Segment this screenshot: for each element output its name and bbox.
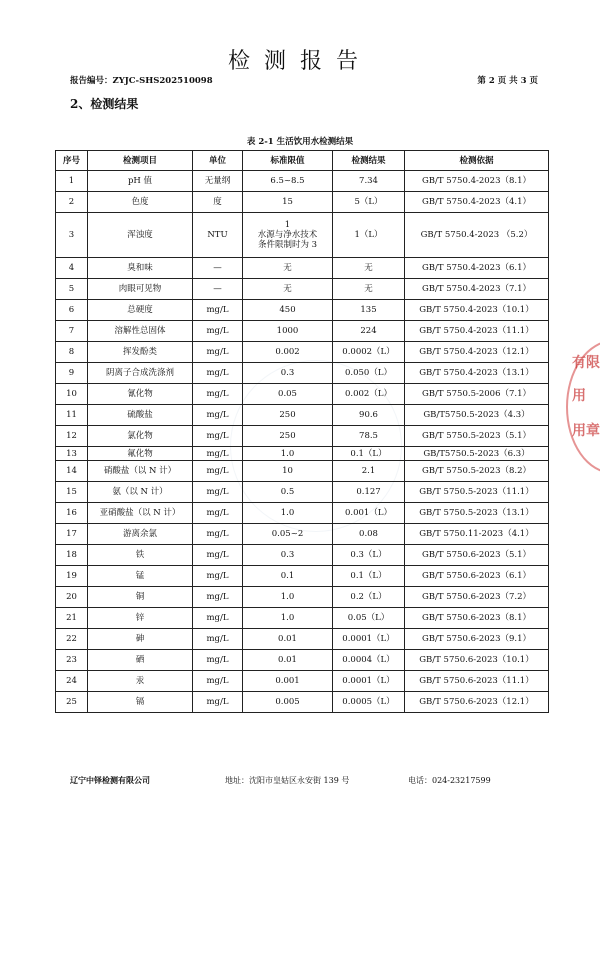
row-number: 11 <box>56 405 88 426</box>
test-method: GB/T 5750.6-2023（7.2） <box>405 587 549 608</box>
test-result: 0.002（L） <box>333 384 405 405</box>
standard-limit: 0.05 <box>243 384 333 405</box>
standard-limit: 0.002 <box>243 342 333 363</box>
test-result: 0.001（L） <box>333 503 405 524</box>
unit: — <box>193 258 243 279</box>
test-result: 1（L） <box>333 213 405 258</box>
row-number: 25 <box>56 692 88 713</box>
page-title: 检测报告 <box>227 49 372 74</box>
test-item: 臭和味 <box>88 258 193 279</box>
column-header: 检测结果 <box>333 151 405 171</box>
test-item: 铁 <box>88 545 193 566</box>
table-row <box>56 566 549 587</box>
standard-limit: 0.01 <box>243 629 333 650</box>
standard-limit: 1.0 <box>243 503 333 524</box>
test-item: 挥发酚类 <box>88 342 193 363</box>
test-method: GB/T 5750.4-2023（8.1） <box>405 171 549 192</box>
test-result: 0.0005（L） <box>333 692 405 713</box>
row-number: 18 <box>56 545 88 566</box>
test-result: 135 <box>333 300 405 321</box>
test-item: 肉眼可见物 <box>88 279 193 300</box>
test-result: 0.05（L） <box>333 608 405 629</box>
standard-limit: 250 <box>243 426 333 447</box>
standard-limit: 1.0 <box>243 587 333 608</box>
test-method: GB/T 5750.4-2023（6.1） <box>405 258 549 279</box>
column-header: 检测依据 <box>405 151 549 171</box>
unit: mg/L <box>193 608 243 629</box>
test-result: 0.3（L） <box>333 545 405 566</box>
unit: mg/L <box>193 321 243 342</box>
row-number: 19 <box>56 566 88 587</box>
standard-limit: 450 <box>243 300 333 321</box>
unit: mg/L <box>193 447 243 461</box>
test-result: 90.6 <box>333 405 405 426</box>
section-title: 2、检测结果 <box>70 97 139 111</box>
standard-limit: 10 <box>243 461 333 482</box>
test-result: 0.127 <box>333 482 405 503</box>
standard-limit: 0.001 <box>243 671 333 692</box>
row-number: 16 <box>56 503 88 524</box>
test-item: 硝酸盐（以 N 计） <box>88 461 193 482</box>
unit: mg/L <box>193 524 243 545</box>
standard-limit: 1.0 <box>243 447 333 461</box>
test-result: 0.08 <box>333 524 405 545</box>
test-item: 镉 <box>88 692 193 713</box>
test-result: 0.1（L） <box>333 566 405 587</box>
unit: mg/L <box>193 566 243 587</box>
test-result: 0.050（L） <box>333 363 405 384</box>
test-item: 砷 <box>88 629 193 650</box>
table-row <box>56 321 549 342</box>
standard-limit <box>243 213 333 258</box>
test-result: 5（L） <box>333 192 405 213</box>
table-row <box>56 587 549 608</box>
test-item: 浑浊度 <box>88 213 193 258</box>
row-number: 5 <box>56 279 88 300</box>
test-result: 无 <box>333 258 405 279</box>
column-header: 标准限值 <box>243 151 333 171</box>
row-number: 20 <box>56 587 88 608</box>
standard-limit: 0.5 <box>243 482 333 503</box>
test-method: GB/T 5750.5-2023（13.1） <box>405 503 549 524</box>
unit: — <box>193 279 243 300</box>
standard-limit: 0.1 <box>243 566 333 587</box>
row-number: 9 <box>56 363 88 384</box>
test-method: GB/T 5750.6-2023（9.1） <box>405 629 549 650</box>
row-number: 8 <box>56 342 88 363</box>
test-method: GB/T 5750.4-2023 （5.2） <box>405 213 549 258</box>
test-result: 78.5 <box>333 426 405 447</box>
unit: mg/L <box>193 461 243 482</box>
table-row <box>56 461 549 482</box>
unit: mg/L <box>193 629 243 650</box>
row-number: 12 <box>56 426 88 447</box>
table-caption: 表 2-1 生活饮用水检测结果 <box>246 137 354 147</box>
test-item: 总硬度 <box>88 300 193 321</box>
table-row <box>56 629 549 650</box>
test-method: GB/T 5750.5-2023（5.1） <box>405 426 549 447</box>
column-header: 检测项目 <box>88 151 193 171</box>
column-header: 序号 <box>56 151 88 171</box>
table-row <box>56 426 549 447</box>
table-row <box>56 692 549 713</box>
test-method: GB/T5750.5-2023（4.3） <box>405 405 549 426</box>
row-number: 6 <box>56 300 88 321</box>
test-method: GB/T 5750.6-2023（10.1） <box>405 650 549 671</box>
test-result: 无 <box>333 279 405 300</box>
standard-limit-line: 条件限制时为 3 <box>257 240 318 250</box>
row-number: 3 <box>56 213 88 258</box>
unit: mg/L <box>193 587 243 608</box>
test-method: GB/T 5750.4-2023（7.1） <box>405 279 549 300</box>
test-item: 硒 <box>88 650 193 671</box>
row-number: 17 <box>56 524 88 545</box>
unit: mg/L <box>193 650 243 671</box>
test-method: GB/T 5750.6-2023（6.1） <box>405 566 549 587</box>
stamp-text: 用 <box>572 388 586 404</box>
row-number: 22 <box>56 629 88 650</box>
standard-limit: 1.0 <box>243 608 333 629</box>
test-item: 亚硝酸盐（以 N 计） <box>88 503 193 524</box>
table-row <box>56 405 549 426</box>
standard-limit: 0.005 <box>243 692 333 713</box>
table-row <box>56 279 549 300</box>
table-row <box>56 671 549 692</box>
table-row <box>56 524 549 545</box>
results-table <box>55 150 549 713</box>
unit: mg/L <box>193 363 243 384</box>
table-header-row <box>56 151 549 171</box>
table-row <box>56 363 549 384</box>
standard-limit: 0.3 <box>243 545 333 566</box>
test-result: 224 <box>333 321 405 342</box>
standard-limit-line: 水源与净水技术 <box>257 230 318 240</box>
test-method: GB/T 5750.5-2023（11.1） <box>405 482 549 503</box>
table-row <box>56 545 549 566</box>
table-row <box>56 192 549 213</box>
row-number: 10 <box>56 384 88 405</box>
unit: mg/L <box>193 482 243 503</box>
test-result: 0.0004（L） <box>333 650 405 671</box>
test-method: GB/T 5750.4-2023（4.1） <box>405 192 549 213</box>
test-method: GB/T 5750.6-2023（5.1） <box>405 545 549 566</box>
standard-limit: 1000 <box>243 321 333 342</box>
table-row <box>56 300 549 321</box>
row-number: 14 <box>56 461 88 482</box>
row-number: 13 <box>56 447 88 461</box>
test-item: 溶解性总固体 <box>88 321 193 342</box>
table-row <box>56 213 549 258</box>
standard-limit-line: 1 <box>284 220 291 230</box>
table-body <box>56 171 549 713</box>
stamp-text: 有限 <box>572 355 600 371</box>
row-number: 2 <box>56 192 88 213</box>
standard-limit: 6.5~8.5 <box>243 171 333 192</box>
test-item: pH 值 <box>88 171 193 192</box>
table-row <box>56 258 549 279</box>
table-row <box>56 447 549 461</box>
footer-company: 辽宁中铎检测有限公司 <box>70 775 150 785</box>
row-number: 24 <box>56 671 88 692</box>
test-method: GB/T 5750.11-2023（4.1） <box>405 524 549 545</box>
report-number: 报告编号：ZYJC-SHS202510098 <box>70 76 213 86</box>
test-item: 氯化物 <box>88 426 193 447</box>
test-item: 锌 <box>88 608 193 629</box>
test-item: 游离余氯 <box>88 524 193 545</box>
test-item: 色度 <box>88 192 193 213</box>
test-result: 0.1（L） <box>333 447 405 461</box>
stamp-text: 用章 <box>572 423 600 439</box>
unit: mg/L <box>193 300 243 321</box>
standard-limit: 无 <box>243 258 333 279</box>
test-item: 阴离子合成洗涤剂 <box>88 363 193 384</box>
footer-address: 地址：沈阳市皇姑区永安街 139 号 <box>225 776 350 785</box>
table-row <box>56 608 549 629</box>
test-item: 氟化物 <box>88 447 193 461</box>
unit: mg/L <box>193 342 243 363</box>
test-method: GB/T 5750.5-2006（7.1） <box>405 384 549 405</box>
column-header: 单位 <box>193 151 243 171</box>
table-row <box>56 384 549 405</box>
test-item: 硫酸盐 <box>88 405 193 426</box>
table-row <box>56 650 549 671</box>
test-method: GB/T 5750.4-2023（13.1） <box>405 363 549 384</box>
test-method: GB/T 5750.6-2023（12.1） <box>405 692 549 713</box>
page-number: 第 2 页 共 3 页 <box>477 76 538 86</box>
unit: mg/L <box>193 671 243 692</box>
test-result: 0.0001（L） <box>333 671 405 692</box>
table-row <box>56 482 549 503</box>
test-item: 铜 <box>88 587 193 608</box>
test-method: GB/T 5750.6-2023（8.1） <box>405 608 549 629</box>
standard-limit: 250 <box>243 405 333 426</box>
test-item: 汞 <box>88 671 193 692</box>
unit: NTU <box>193 213 243 258</box>
row-number: 21 <box>56 608 88 629</box>
unit: mg/L <box>193 545 243 566</box>
test-result: 0.2（L） <box>333 587 405 608</box>
standard-limit: 0.05~2 <box>243 524 333 545</box>
test-method: GB/T 5750.4-2023（10.1） <box>405 300 549 321</box>
test-result: 2.1 <box>333 461 405 482</box>
unit: mg/L <box>193 426 243 447</box>
test-method: GB/T5750.5-2023（6.3） <box>405 447 549 461</box>
table-row <box>56 342 549 363</box>
table-row <box>56 171 549 192</box>
test-result: 7.34 <box>333 171 405 192</box>
test-item: 锰 <box>88 566 193 587</box>
test-item: 氰化物 <box>88 384 193 405</box>
row-number: 15 <box>56 482 88 503</box>
row-number: 4 <box>56 258 88 279</box>
standard-limit: 15 <box>243 192 333 213</box>
standard-limit: 0.3 <box>243 363 333 384</box>
unit: mg/L <box>193 503 243 524</box>
row-number: 1 <box>56 171 88 192</box>
test-method: GB/T 5750.4-2023（12.1） <box>405 342 549 363</box>
table-row <box>56 503 549 524</box>
test-item: 氨（以 N 计） <box>88 482 193 503</box>
unit: mg/L <box>193 384 243 405</box>
test-method: GB/T 5750.6-2023（11.1） <box>405 671 549 692</box>
test-result: 0.0001（L） <box>333 629 405 650</box>
footer-phone: 电话：024-23217599 <box>408 776 491 785</box>
row-number: 7 <box>56 321 88 342</box>
unit: 度 <box>193 192 243 213</box>
test-result: 0.0002（L） <box>333 342 405 363</box>
unit: mg/L <box>193 405 243 426</box>
standard-limit: 0.01 <box>243 650 333 671</box>
row-number: 23 <box>56 650 88 671</box>
unit: 无量纲 <box>193 171 243 192</box>
test-method: GB/T 5750.5-2023（8.2） <box>405 461 549 482</box>
unit: mg/L <box>193 692 243 713</box>
test-method: GB/T 5750.4-2023（11.1） <box>405 321 549 342</box>
standard-limit: 无 <box>243 279 333 300</box>
